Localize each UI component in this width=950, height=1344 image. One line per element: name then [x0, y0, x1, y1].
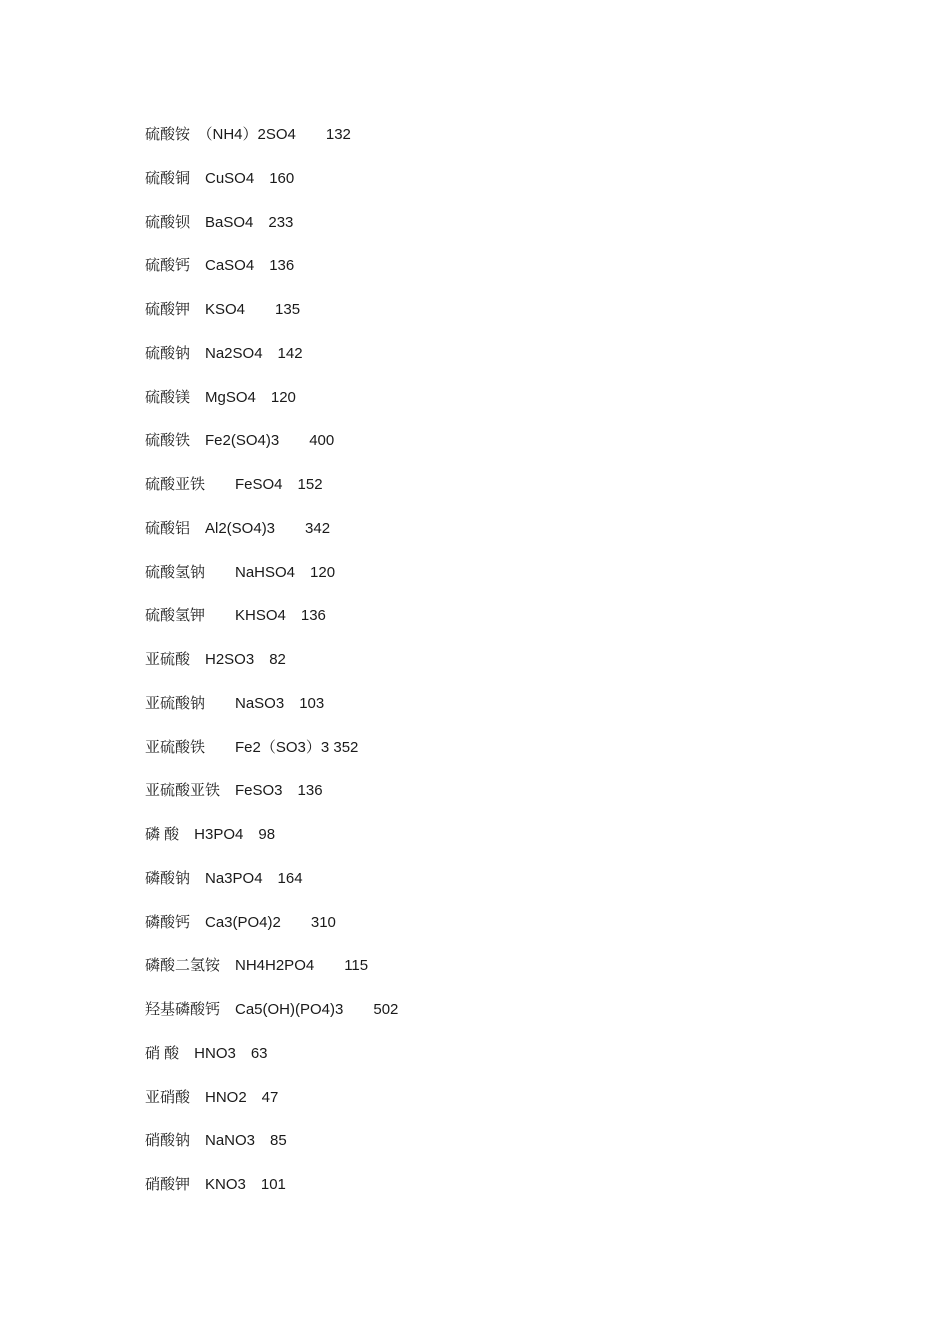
compound-line: 硫酸氢钾 KHSO4 136	[145, 607, 326, 625]
compound-line: 硝酸钠 NaNO3 85	[145, 1132, 287, 1150]
compound-line: 硫酸钡 BaSO4 233	[145, 213, 294, 231]
compound-line: 硫酸亚铁 FeSO4 152	[145, 476, 323, 493]
compound-line: 硝酸钾 KNO3 101	[145, 1176, 286, 1193]
compound-line: 硫酸镁 MgSO4 120	[145, 388, 296, 406]
compound-line: 磷酸二氢铵 NH4H2PO4 115	[145, 957, 369, 975]
compound-line: 硫酸氢钠 NaHSO4 120	[145, 563, 336, 581]
compound-line: 亚硫酸亚铁 FeSO3 136	[145, 782, 323, 800]
compound-line: 硫酸钠 Na2SO4 142	[145, 344, 303, 362]
compound-line: 亚硫酸 H2SO3 82	[145, 651, 286, 668]
compound-line: 硝 酸 HNO3 63	[145, 1044, 268, 1062]
compound-line: 硫酸铵 （NH4）2SO4 132	[145, 126, 351, 143]
compound-line: 磷酸钠 Na3PO4 164	[145, 869, 303, 887]
compound-line: 亚硫酸钠 NaSO3 103	[145, 694, 325, 712]
compound-line: 硫酸铁 Fe2(SO4)3 400	[145, 432, 335, 450]
compound-line: 磷酸钙 Ca3(PO4)2 310	[145, 913, 336, 931]
compound-line: 硫酸钙 CaSO4 136	[145, 257, 295, 275]
compound-line: 亚硫酸铁 Fe2（SO3）3 352	[145, 738, 359, 756]
compound-line: 亚硝酸 HNO2 47	[145, 1088, 279, 1106]
compound-line: 硫酸铜 CuSO4 160	[145, 169, 295, 187]
compound-line: 羟基磷酸钙 Ca5(OH)(PO4)3 502	[145, 1001, 399, 1018]
compound-line: 硫酸钾 KSO4 135	[145, 301, 301, 318]
compound-line: 硫酸铝 Al2(SO4)3 342	[145, 519, 331, 537]
compound-list	[145, 124, 845, 1218]
compound-line: 磷 酸 H3PO4 98	[145, 826, 276, 843]
